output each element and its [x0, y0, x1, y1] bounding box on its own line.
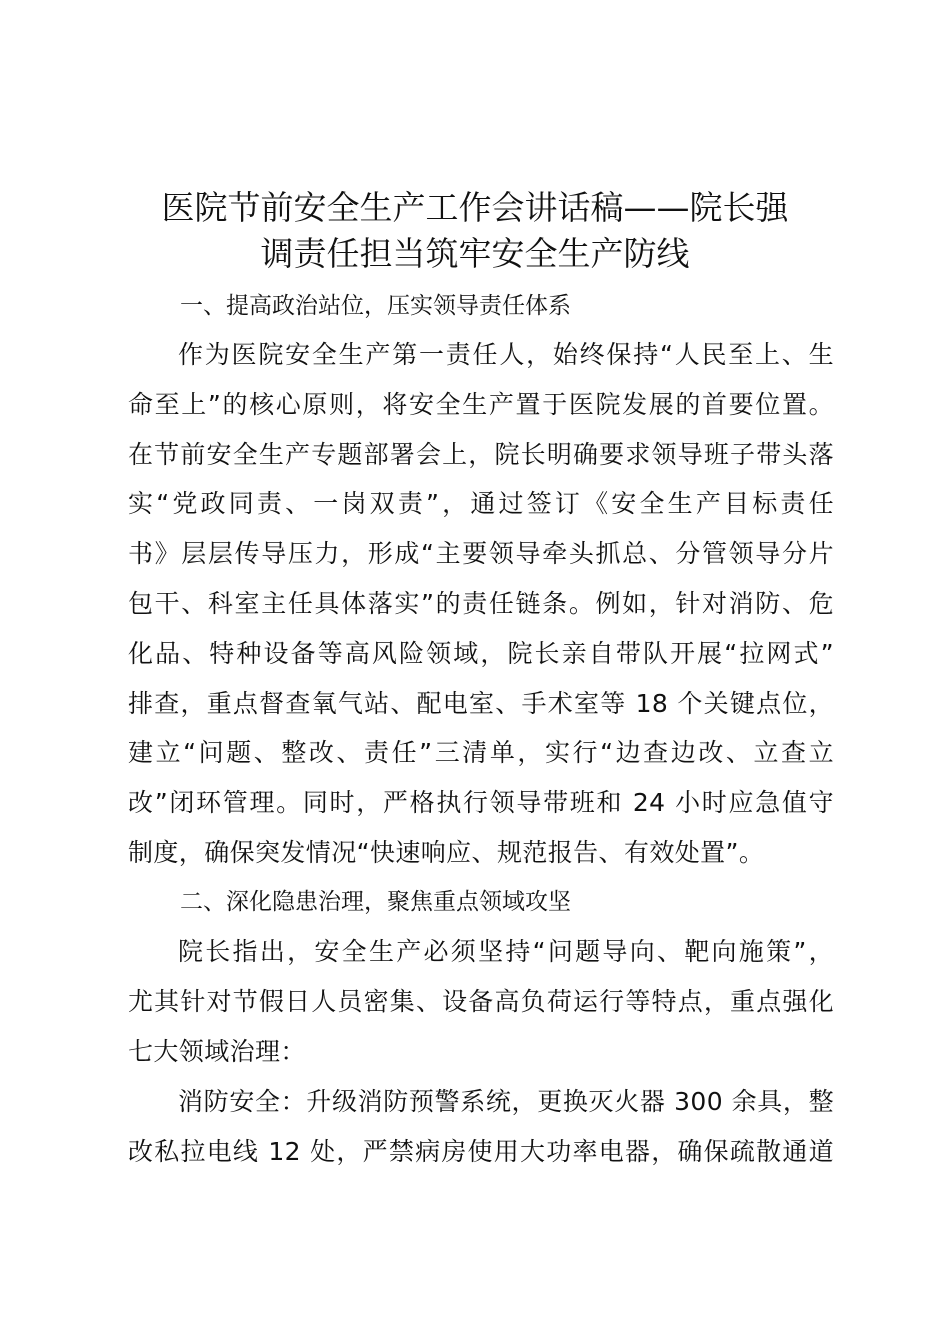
paragraph-line: 七大领域治理：: [128, 1037, 306, 1066]
paragraph-line: 在节前安全生产专题部署会上，院长明确要求领导班子带头落: [128, 440, 834, 469]
paragraph-line: 消防安全：升级消防预警系统，更换灭火器 300 余具，整: [178, 1087, 834, 1116]
section-1-heading: 一、提高政治站位，压实领导责任体系: [180, 293, 571, 319]
paragraph-line: 排查，重点督查氧气站、配电室、手术室等 18 个关键点位，: [128, 689, 834, 718]
paragraph-line: 改”闭环管理。同时，严格执行领导带班和 24 小时应急值守: [128, 788, 834, 817]
paragraph-line: 院长指出，安全生产必须坚持“问题导向、靶向施策”，: [178, 937, 834, 966]
paragraph-line: 制度，确保突发情况“快速响应、规范报告、有效处置”。: [128, 838, 765, 867]
paragraph-line: 包干、科室主任具体落实”的责任链条。例如，针对消防、危: [128, 589, 834, 618]
paragraph-line: 实“党政同责、一岗双责”，通过签订《安全生产目标责任: [128, 489, 834, 518]
paragraph-line: 命至上”的核心原则，将安全生产置于医院发展的首要位置。: [128, 390, 834, 419]
paragraph-line: 尤其针对节假日人员密集、设备高负荷运行等特点，重点强化: [128, 987, 834, 1016]
section-2-heading: 二、深化隐患治理，聚焦重点领域攻坚: [180, 889, 571, 915]
paragraph-line: 作为医院安全生产第一责任人，始终保持“人民至上、生: [178, 340, 834, 369]
paragraph-line: 书》层层传导压力，形成“主要领导牵头抓总、分管领导分片: [128, 539, 834, 568]
document-title-line-1: 医院节前安全生产工作会讲话稿——院长强: [161, 188, 789, 227]
paragraph-line: 建立“问题、整改、责任”三清单，实行“边查边改、立查立: [128, 738, 834, 767]
paragraph-line: 改私拉电线 12 处，严禁病房使用大功率电器，确保疏散通道: [128, 1137, 834, 1166]
document-title-line-2: 调责任担当筑牢安全生产防线: [260, 234, 690, 273]
paragraph-line: 化品、特种设备等高风险领域，院长亲自带队开展“拉网式”: [128, 639, 834, 668]
